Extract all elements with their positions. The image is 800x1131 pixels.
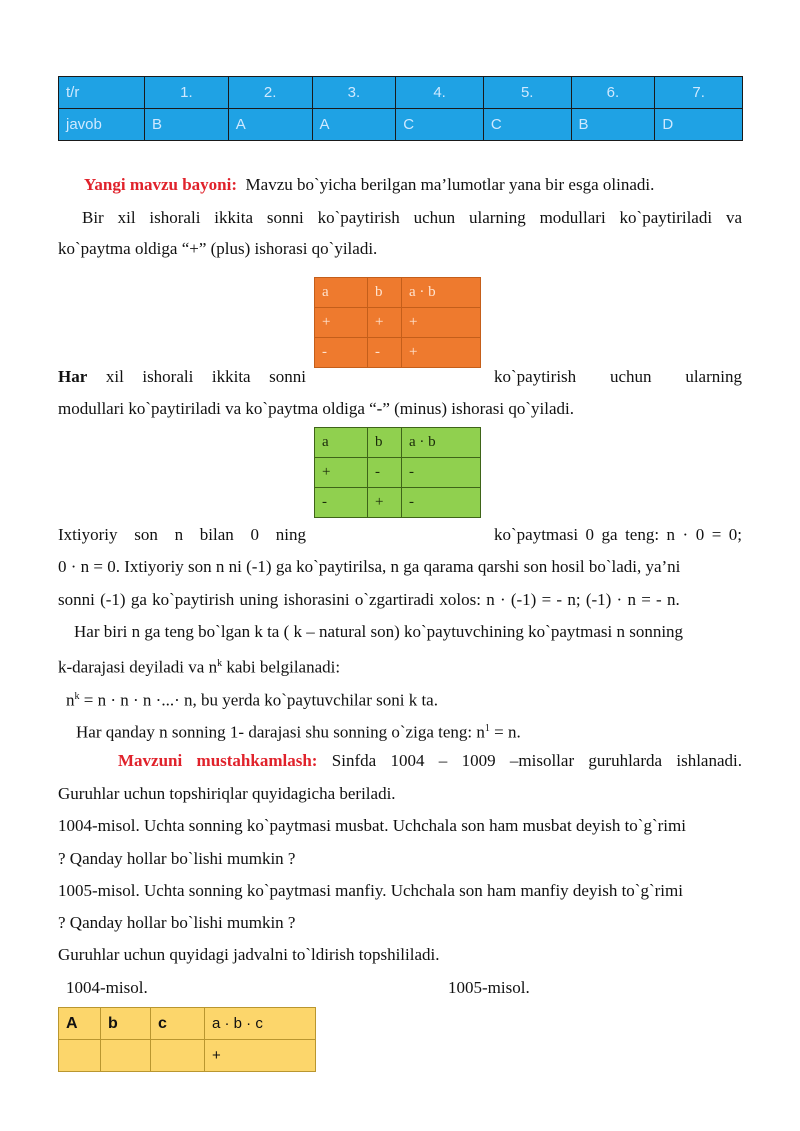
formula-line [66, 686, 438, 712]
paragraph-text: Sinfda 1004 – 1009 –misollar guruhlarda ishlanadi. [331, 751, 742, 770]
fill-in-table [58, 1007, 316, 1072]
answer-table [58, 76, 743, 141]
answer-table-row [59, 109, 743, 141]
table-cell: b [101, 1008, 151, 1040]
paragraph-text: xil ishorali ikkita sonni [105, 367, 306, 386]
table-cell: a [315, 278, 368, 308]
table-cell: a · b [402, 428, 481, 458]
table-cell: 4. [396, 77, 484, 109]
table-cell: B [145, 109, 229, 141]
different-sign-table [314, 427, 481, 518]
table-cell: + [315, 308, 368, 338]
bold-word: Har [58, 367, 88, 386]
table-cell[interactable] [151, 1040, 205, 1072]
table-cell: 1. [145, 77, 229, 109]
paragraph-line: ko`paytma oldiga “+” (plus) ishorasi qo`yiladi. [58, 239, 378, 258]
intro-paragraph [84, 174, 654, 196]
formula-text: n [66, 690, 75, 710]
table-cell: - [402, 458, 481, 488]
table-cell: c [151, 1008, 205, 1040]
exercise-1005-cont: ? Qanday hollar bo`lishi mumkin ? [58, 913, 296, 932]
table-cell: a · b · c [205, 1008, 316, 1040]
table-cell: - [315, 488, 368, 518]
table-cell: + [368, 488, 402, 518]
paragraph-line-right: ko`paytmasi 0 ga teng: n · 0 = 0; [494, 525, 742, 544]
table-cell: 6. [571, 77, 655, 109]
table-cell: t/r [59, 77, 145, 109]
paragraph-line: Guruhlar uchun topshiriqlar quyidagicha beriladi. [58, 784, 396, 803]
table-cell: - [368, 338, 402, 368]
table-cell: + [402, 308, 481, 338]
formula-text: = n · n · n ·...· n, bu yerda ko`paytuvchilar soni k ta. [83, 690, 438, 710]
table-cell[interactable] [59, 1040, 101, 1072]
table-cell: + [315, 458, 368, 488]
table-cell: - [402, 488, 481, 518]
label-1004: 1004-misol. [66, 978, 148, 997]
table-cell: + [368, 308, 402, 338]
table-cell: 5. [483, 77, 571, 109]
paragraph-text: k-darajasi deyiladi va n [58, 657, 218, 677]
section-heading: Yangi mavzu bayoni: [84, 175, 238, 194]
exercise-1004-cont: ? Qanday hollar bo`lishi mumkin ? [58, 849, 296, 868]
paragraph-text: kabi belgilanadi: [226, 657, 341, 677]
paragraph-line-left [58, 366, 306, 388]
table-cell: + [402, 338, 481, 368]
answer-table-header [59, 77, 743, 109]
paragraph-text: Mavzu bo`yicha berilgan ma’lumotlar yana bir esga olinadi. [245, 175, 655, 194]
exercise-1005: 1005-misol. Uchta sonning ko`paytmasi manfiy. Uchchala son ham manfiy deyish to`g`rimi [58, 881, 683, 900]
table-cell: A [228, 109, 312, 141]
section-heading: Mavzuni mustahkamlash: [118, 751, 318, 770]
same-sign-table [314, 277, 481, 368]
table-cell: B [571, 109, 655, 141]
instruction-text: Guruhlar uchun quyidagi jadvalni to`ldirish topshililadi. [58, 945, 440, 964]
table-cell: javob [59, 109, 145, 141]
superscript: k [74, 691, 80, 702]
table-cell: 2. [228, 77, 312, 109]
table-cell: - [315, 338, 368, 368]
superscript: 1 [484, 723, 490, 734]
label-1005: 1005-misol. [448, 978, 530, 997]
table-cell: b [368, 278, 402, 308]
table-cell: A [59, 1008, 101, 1040]
paragraph-line: Har biri n ga teng bo`lgan k ta ( k – natural son) ko`paytuvchining ko`paytmasi n sonning [74, 622, 684, 641]
table-cell: a · b [402, 278, 481, 308]
paragraph-line [76, 718, 521, 744]
paragraph-line: modullari ko`paytiriladi va ko`paytma oldiga “-” (minus) ishorasi qo`yiladi. [58, 399, 575, 418]
table-cell[interactable] [101, 1040, 151, 1072]
paragraph-line: 0 · n = 0. Ixtiyoriy son n ni (-1) ga ko`paytirilsa, n ga qarama qarshi son hosil bo`ladi, ya’ni [58, 557, 681, 576]
table-cell: + [205, 1040, 316, 1072]
table-cell: - [368, 458, 402, 488]
exercise-1004: 1004-misol. Uchta sonning ko`paytmasi musbat. Uchchala son ham musbat deyish to`g`rimi [58, 816, 686, 835]
paragraph-line-left: Ixtiyoriy son n bilan 0 ning [58, 525, 306, 544]
paragraph-text: Har qanday n sonning 1- darajasi shu sonning o`ziga teng: n [76, 722, 485, 742]
paragraph-line [58, 653, 340, 679]
paragraph-line-right: ko`paytirish uchun ularning [494, 367, 742, 386]
table-cell: 3. [312, 77, 396, 109]
reinforcement-paragraph [118, 750, 742, 772]
table-cell: a [315, 428, 368, 458]
paragraph-text: = n. [494, 722, 521, 742]
table-cell: D [655, 109, 743, 141]
paragraph-line: Bir xil ishorali ikkita sonni ko`paytirish uchun ularning modullari ko`paytiriladi va [82, 208, 742, 227]
table-cell: b [368, 428, 402, 458]
superscript: k [217, 658, 223, 669]
table-cell: 7. [655, 77, 743, 109]
table-cell: C [396, 109, 484, 141]
table-cell: C [483, 109, 571, 141]
paragraph-line: sonni (-1) ga ko`paytirish uning ishorasini o`zgartiradi xolos: n · (-1) = - n; (-1) · n = - n. [58, 590, 680, 609]
table-cell: A [312, 109, 396, 141]
